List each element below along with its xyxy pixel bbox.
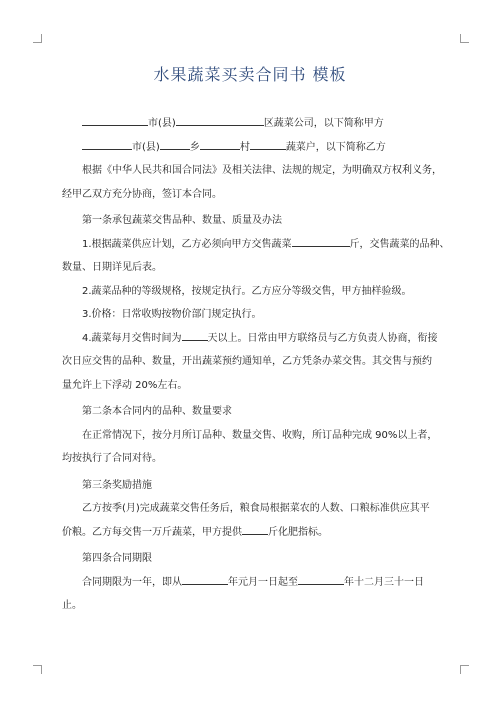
blank-city-b[interactable] xyxy=(82,138,132,150)
article-1-item-4-cont: 次日应交售的品种、数量，开出蔬菜预约通知单，乙方凭条办菜交售。其交售与预约 xyxy=(62,356,432,367)
article-3-heading: 第三条奖励措施 xyxy=(82,479,152,491)
blank-start-year[interactable] xyxy=(182,573,228,585)
crop-mark-bottom-right xyxy=(460,665,469,674)
article-4-heading: 第四条合同期限 xyxy=(82,553,152,564)
crop-mark-top-left xyxy=(33,34,42,43)
blank-village[interactable] xyxy=(200,138,240,150)
article-2-paragraph: 在正常情况下，按分月所订品种、数量交售、收购，所订品种完成 90%以上者， xyxy=(82,429,438,441)
article-4-paragraph-cont: 止。 xyxy=(62,600,82,611)
document-title: 水果蔬菜买卖合同书 模板 xyxy=(153,65,347,84)
article-1-item-2: 2.蔬菜品种的等级规格，按规定执行。乙方应分等级交售，甲方抽样验级。 xyxy=(82,285,412,297)
blank-township[interactable] xyxy=(160,138,190,150)
blank-end-year[interactable] xyxy=(298,573,344,585)
blank-days[interactable] xyxy=(182,329,208,341)
article-1-heading: 第一条承包蔬菜交售品种、数量、质量及办法 xyxy=(82,215,282,226)
article-1-item-4: 4.蔬菜每月交售时间为 天以上。日常由甲方联络员与乙方负责人协商，衔接 xyxy=(62,327,442,351)
intro-paragraph-line2: 经甲乙双方充分协商，签订本合同。 xyxy=(62,188,222,200)
article-1-item-3: 3.价格：日常收购按物价部门规定执行。 xyxy=(82,309,262,320)
intro-paragraph-line1: 根据《中华人民共和国合同法》及相关法律、法规的规定，为明确双方权利义务， xyxy=(82,165,442,176)
article-1-item-4-cont2: 量允许上下浮动 20%左右。 xyxy=(62,379,188,391)
blank-city-a[interactable] xyxy=(82,114,148,126)
article-1-item-1: 1.根据蔬菜供应计划，乙方必须向甲方交售蔬菜 斤，交售蔬菜的品种、 xyxy=(62,233,442,257)
document-body xyxy=(62,112,450,618)
party-a-line: 市(县) 区蔬菜公司，以下简称甲方 xyxy=(62,112,442,136)
blank-district-a[interactable] xyxy=(176,114,264,126)
article-2-paragraph-cont: 均按执行了合同对待。 xyxy=(62,453,162,464)
blank-farmer[interactable] xyxy=(250,138,286,150)
article-1-item-1-cont: 数量、日期详见后表。 xyxy=(62,262,162,273)
blank-fertilizer[interactable] xyxy=(242,523,268,535)
party-b-line: 市(县) 乡 村 蔬菜户，以下简称乙方 xyxy=(62,136,442,160)
article-3-paragraph: 乙方按季(月)完成蔬菜交售任务后，粮食局根据菜农的人数、口粮标准供应其平 xyxy=(82,503,430,514)
crop-mark-bottom-left xyxy=(33,665,42,674)
crop-mark-top-right xyxy=(460,34,469,43)
article-4-paragraph: 合同期限为一年，即从 年元月一日起至 年十二月三十一日 xyxy=(62,571,442,595)
article-3-paragraph-cont: 价粮。乙方每交售一万斤蔬菜，甲方提供 斤化肥指标。 xyxy=(62,521,442,545)
blank-quantity[interactable] xyxy=(292,235,350,247)
article-2-heading: 第二条本合同内的品种、数量要求 xyxy=(82,406,232,417)
